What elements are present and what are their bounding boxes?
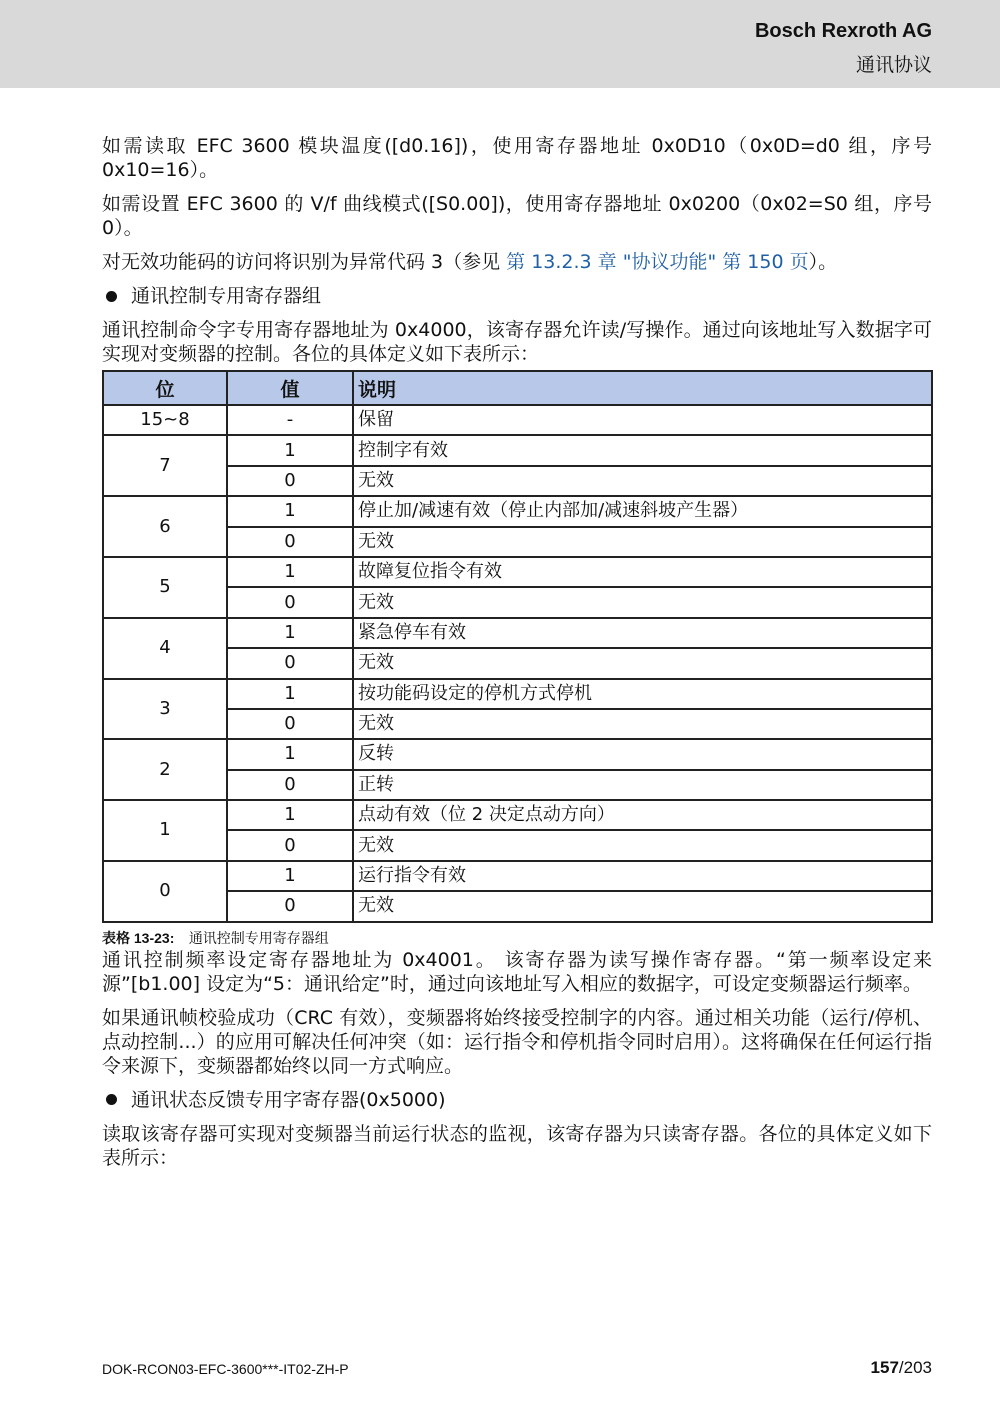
description-cell: 点动有效（位 2 决定点动方向） — [353, 800, 932, 830]
column-header-value: 值 — [227, 371, 353, 405]
bullet-text: 通讯状态反馈专用字寄存器(0x5000) — [131, 1088, 446, 1111]
table-row — [103, 496, 932, 526]
value-cell: 0 — [227, 709, 353, 739]
bullet-item — [102, 1088, 932, 1112]
value-cell: 1 — [227, 435, 353, 465]
description-cell: 无效 — [353, 466, 932, 496]
column-header-description: 说明 — [353, 371, 932, 405]
description-cell: 反转 — [353, 739, 932, 769]
value-cell: 1 — [227, 679, 353, 709]
bit-cell: 15~8 — [103, 405, 227, 435]
bit-cell: 6 — [103, 496, 227, 557]
table-row — [103, 435, 932, 465]
description-cell: 紧急停车有效 — [353, 618, 932, 648]
value-cell: 1 — [227, 557, 353, 587]
section-title: 通讯协议 — [855, 54, 932, 76]
description-cell: 按功能码设定的停机方式停机 — [353, 679, 932, 709]
bit-cell: 0 — [103, 861, 227, 922]
value-cell: 1 — [227, 739, 353, 769]
description-cell: 无效 — [353, 891, 932, 921]
register-table — [102, 370, 933, 923]
paragraph-text: 对无效功能码的访问将识别为异常代码 3（参见 — [102, 251, 507, 273]
bullet-icon — [106, 291, 117, 302]
table-row — [103, 830, 932, 860]
bit-cell: 4 — [103, 618, 227, 679]
table-row — [103, 405, 932, 435]
bit-cell: 5 — [103, 557, 227, 618]
description-cell: 控制字有效 — [353, 435, 932, 465]
paragraph-text: ）。 — [808, 251, 838, 273]
description-cell: 停止加/减速有效（停止内部加/减速斜坡产生器） — [353, 496, 932, 526]
caption-text: 通讯控制专用寄存器组 — [188, 930, 329, 947]
bullet-item — [102, 284, 932, 308]
paragraph-frequency-register: 通讯控制频率设定寄存器地址为 0x4001。 该寄存器为读写操作寄存器。“第一频率设定来源”[b1.00] 设定为“5：通讯给定”时，通过向该地址写入相应的数据字，可设定变频器运行频率。 — [102, 948, 932, 995]
value-cell: 0 — [227, 587, 353, 617]
description-cell: 保留 — [353, 405, 932, 435]
page-number — [871, 1358, 932, 1378]
caption-label: 表格 13-23: — [102, 929, 175, 946]
table-row — [103, 739, 932, 769]
value-cell: 0 — [227, 466, 353, 496]
table-row — [103, 587, 932, 617]
value-cell: 0 — [227, 770, 353, 800]
table-row — [103, 891, 932, 921]
paragraph-crc-check: 如果通讯帧校验成功（CRC 有效），变频器将始终接受控制字的内容。通过相关功能（运行/停机、点动控制...）的应用可解决任何冲突（如：运行指令和停机指令同时启用）。这将确保在任何运行指令来源下，变频器都始终以同一方式响应。 — [102, 1006, 932, 1077]
description-cell: 无效 — [353, 587, 932, 617]
table-row — [103, 800, 932, 830]
bit-cell: 3 — [103, 679, 227, 740]
table-row — [103, 648, 932, 678]
value-cell: 0 — [227, 830, 353, 860]
document-id: DOK-RCON03-EFC-3600***-IT02-ZH-P — [102, 1361, 349, 1377]
value-cell: 0 — [227, 891, 353, 921]
total-pages: /203 — [898, 1358, 932, 1377]
table-row — [103, 679, 932, 709]
current-page: 157 — [870, 1358, 899, 1377]
description-cell: 正转 — [353, 770, 932, 800]
table-row — [103, 770, 932, 800]
value-cell: 0 — [227, 527, 353, 557]
value-cell: 1 — [227, 800, 353, 830]
table-row — [103, 557, 932, 587]
paragraph-status-register: 读取该寄存器可实现对变频器当前运行状态的监视，该寄存器为只读寄存器。各位的具体定义如下表所示： — [102, 1122, 932, 1169]
value-cell: - — [227, 405, 353, 435]
table-row — [103, 861, 932, 891]
paragraph-invalid-function-code — [102, 250, 932, 274]
description-cell: 无效 — [353, 527, 932, 557]
column-header-bit: 位 — [103, 371, 227, 405]
table-row — [103, 527, 932, 557]
company-name: Bosch Rexroth AG — [754, 20, 932, 42]
value-cell: 1 — [227, 496, 353, 526]
value-cell: 1 — [227, 861, 353, 891]
paragraph-control-word: 通讯控制命令字专用寄存器地址为 0x4000，该寄存器允许读/写操作。通过向该地址写入数据字可实现对变频器的控制。各位的具体定义如下表所示： — [102, 319, 932, 365]
table-row — [103, 466, 932, 496]
table-row — [103, 709, 932, 739]
header-band — [0, 0, 1000, 88]
value-cell: 0 — [227, 648, 353, 678]
bullet-icon — [106, 1094, 117, 1105]
table-header-row — [103, 371, 932, 405]
table-caption — [102, 929, 932, 948]
description-cell: 运行指令有效 — [353, 861, 932, 891]
bit-cell: 2 — [103, 739, 227, 800]
bullet-text: 通讯控制专用寄存器组 — [131, 285, 322, 307]
description-cell: 无效 — [353, 709, 932, 739]
description-cell: 故障复位指令有效 — [353, 557, 932, 587]
bit-cell: 1 — [103, 800, 227, 861]
bit-cell: 7 — [103, 435, 227, 496]
paragraph-vf-curve: 如需设置 EFC 3600 的 V/f 曲线模式([S0.00])，使用寄存器地址 0x0200（0x02=S0 组，序号 0）。 — [102, 193, 932, 239]
table-row — [103, 618, 932, 648]
value-cell: 1 — [227, 618, 353, 648]
cross-reference-link[interactable]: 第 13.2.3 章 "协议功能" 第 150 页 — [506, 251, 809, 273]
paragraph-module-temperature: 如需读取 EFC 3600 模块温度([d0.16])，使用寄存器地址 0x0D10（0x0D=d0 组，序号 0x10=16）。 — [102, 135, 932, 181]
description-cell: 无效 — [353, 830, 932, 860]
page-content — [102, 134, 932, 1180]
description-cell: 无效 — [353, 648, 932, 678]
